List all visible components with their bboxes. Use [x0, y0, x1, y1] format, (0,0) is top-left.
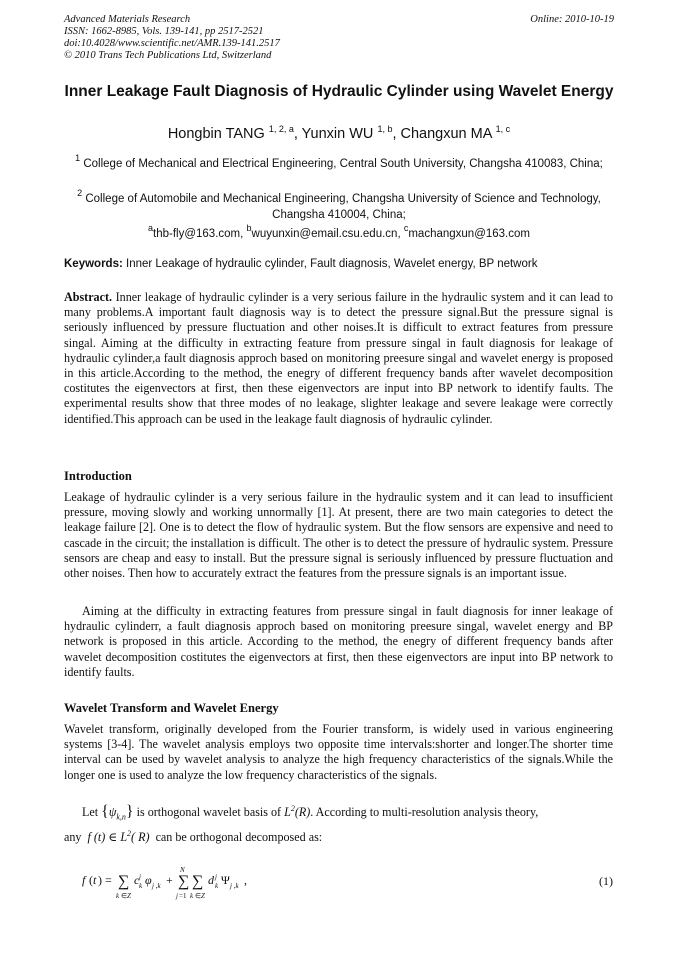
author-sup: 1, b	[377, 124, 393, 134]
svg-text:N: N	[180, 866, 185, 874]
email-link[interactable]: thb-fly@163.com	[153, 228, 241, 240]
svg-text:(: (	[89, 873, 93, 887]
svg-text:∈: ∈	[195, 892, 202, 900]
keywords-label: Keywords:	[64, 258, 123, 270]
svg-text:φ: φ	[145, 873, 152, 887]
svg-text:Z: Z	[127, 892, 131, 900]
let-mid: is orthogonal wavelet basis of	[136, 805, 282, 819]
svg-text:k: k	[190, 892, 194, 900]
author-sup: 1, 2, a	[268, 124, 294, 134]
section-heading-wavelet: Wavelet Transform and Wavelet Energy	[64, 701, 279, 715]
svg-text:k: k	[139, 882, 143, 890]
author-name: Hongbin TANG	[167, 126, 265, 142]
keywords-text: Inner Leakage of hydraulic cylinder, Fault diagnosis, Wavelet energy, BP network	[126, 258, 538, 270]
equation-1	[82, 862, 613, 902]
journal-name: Advanced Materials Research	[64, 14, 191, 25]
intro-paragraph-2: Aiming at the difficulty in extracting features from pressure singal in fault diagnosis for inner leakage of hydraulic cylinderr, a fault diagnosis approch based on monitoring preesure singal, wavelet energy and BP network is proposed in this article. According to the method, the enegry of different frequency bands after wavelet decomposition costitutes the eigenvectors at first, then these eigenvectors are input into BP network to identify faults.	[64, 604, 613, 679]
author-name: Yunxin WU	[301, 126, 374, 142]
svg-text:f: f	[82, 873, 86, 887]
intro-paragraph-1: Leakage of hydraulic cylinder is a very serious failure in the hydraulic system and it can lead to insufficient pressure, moving slowly and working unnormally [1]. At present, there are two main categories to detect the leakage failure [2]. One is to detect the flow of hydraulic system. But the flow sensors are expensive and need to cascade in the circuit; the installation is difficult. The other is to detect the pressure of hydraulic system. Pressure sensors are cheap and easy to install. But the pressure signal is seriously influenced by pressure fluctuation and other noises. Then how to accurately extract the features from the pressure signals is an important issue.	[64, 490, 613, 581]
svg-text:t: t	[93, 873, 97, 887]
affiliation-1	[64, 150, 614, 172]
section-heading-introduction: Introduction	[64, 469, 132, 483]
issn-line: ISSN: 1662-8985, Vols. 139-141, pp 2517-2521	[64, 26, 264, 37]
copyright-line: © 2010 Trans Tech Publications Ltd, Switzerland	[64, 50, 272, 61]
author-emails: $^a$thb-fly@163.com, $^b$wuyunxin@email.csu.edu.cn, $^c$machangxun@163.com	[148, 223, 530, 240]
svg-text:d: d	[208, 873, 214, 887]
svg-text:∑: ∑	[178, 873, 190, 890]
svg-text:j: j	[215, 873, 217, 881]
wavelet-basis-sentence	[82, 803, 613, 821]
paper-title: Inner Leakage Fault Diagnosis of Hydraulic Cylinder using Wavelet Energy	[64, 83, 614, 100]
svg-text:k: k	[215, 882, 219, 890]
abstract-text: Inner leakage of hydraulic cylinder is a very serious failure in the hydraulic system and it can lead to many problems.A important fault diagnosis way is to detect the pressure signal.But the pressure signal is seriously influenced by pressure fluctuation and other noises.It is difficult to extract features from pressure singal. Aiming at the difficulty in extracting feature from pressure singal in fault diagnosis for leakage of hydraulic cylinder,a fault diagnosis approch based on monitoring preesure singal and wavelet energy is proposed in this article.According to the method, the enegry of different frequency bands after wavelet decomposition costitutes the eigenvectors at first, then these eigenvectors are input into BP network to identify faults. The experimental results show that three modes of no leakage, slighter leakage and severe leakage were correctly identified.This approach can be used in the leakage fault diagnosis of hydraulic cylinder.	[64, 290, 613, 426]
journal-header	[64, 14, 280, 62]
svg-text:Z: Z	[201, 892, 205, 900]
affiliation-text: College of Mechanical and Electrical Engineering, Central South University, Changsha 410083, China;	[83, 158, 603, 170]
affiliation-number: 2	[77, 188, 83, 198]
affiliation-number: 1	[75, 153, 81, 163]
email-sup: a	[148, 223, 154, 233]
any-suffix: can be orthogonal decomposed as:	[155, 830, 323, 844]
decomposition-sentence	[64, 829, 322, 845]
keywords	[64, 258, 614, 270]
svg-text:c: c	[134, 873, 140, 887]
wavelet-basis-formula: $\{\psi_{k,n}\}$	[101, 803, 134, 822]
equation-number: (1)	[599, 874, 613, 888]
abstract	[64, 290, 613, 427]
equation-formula	[82, 862, 482, 902]
svg-text:j ,k: j ,k	[230, 882, 239, 890]
author-sup: 1, c	[495, 124, 511, 134]
author-name: Changxun MA	[400, 126, 492, 142]
svg-text:∈: ∈	[121, 892, 128, 900]
svg-text:Ψ: Ψ	[221, 873, 230, 887]
abstract-label: Abstract.	[64, 290, 113, 304]
svg-text:=1: =1	[179, 892, 187, 900]
wavelet-paragraph-1: Wavelet transform, originally developed from the Fourier transform, is widely used in various engineering systems [3-4]. The wavelet analysis employs two opposite time intervals:shorter and longer.The shorter time interval can be used by wavelet analysis to analyze the high frequency characteristics of the signals.While the longer one is used to analyze the low frequency characteristics of the signals.	[64, 722, 613, 782]
function-membership-formula: f (t) ∈ $L^2$( R)	[87, 829, 150, 844]
svg-text:) =: ) =	[98, 873, 112, 887]
svg-text:k: k	[116, 892, 120, 900]
any-prefix: any	[64, 830, 82, 844]
email-sup: c	[403, 223, 409, 233]
online-date: Online: 2010-10-19	[530, 14, 614, 25]
svg-text:∑: ∑	[192, 873, 204, 890]
svg-text:∑: ∑	[118, 873, 130, 890]
svg-text:j ,k: j ,k	[152, 882, 161, 890]
let-suffix: . According to multi-resolution analysis theory,	[310, 805, 539, 819]
email-sup: b	[246, 223, 252, 233]
email-link[interactable]: machangxun@163.com	[408, 228, 530, 240]
author-list: Hongbin TANG $^{1, 2, a}$, Yunxin WU $^{1, b}$, Changxun MA $^{1, c}$	[167, 124, 511, 142]
doi-line: doi:10.4028/www.scientific.net/AMR.139-141.2517	[64, 38, 280, 49]
affiliation-2	[64, 185, 614, 223]
svg-text:+: +	[166, 873, 173, 887]
svg-text:,: ,	[244, 873, 247, 887]
affiliation-text: College of Automobile and Mechanical Engineering, Changsha University of Science and Technology, Changsha 410004, China;	[85, 193, 601, 221]
let-prefix: Let	[82, 805, 99, 819]
svg-text:j: j	[176, 892, 178, 900]
l2-space-formula: $L^2(R)$	[284, 804, 311, 819]
email-link[interactable]: wuyunxin@email.csu.edu.cn	[251, 228, 398, 240]
svg-text:j: j	[139, 873, 141, 881]
